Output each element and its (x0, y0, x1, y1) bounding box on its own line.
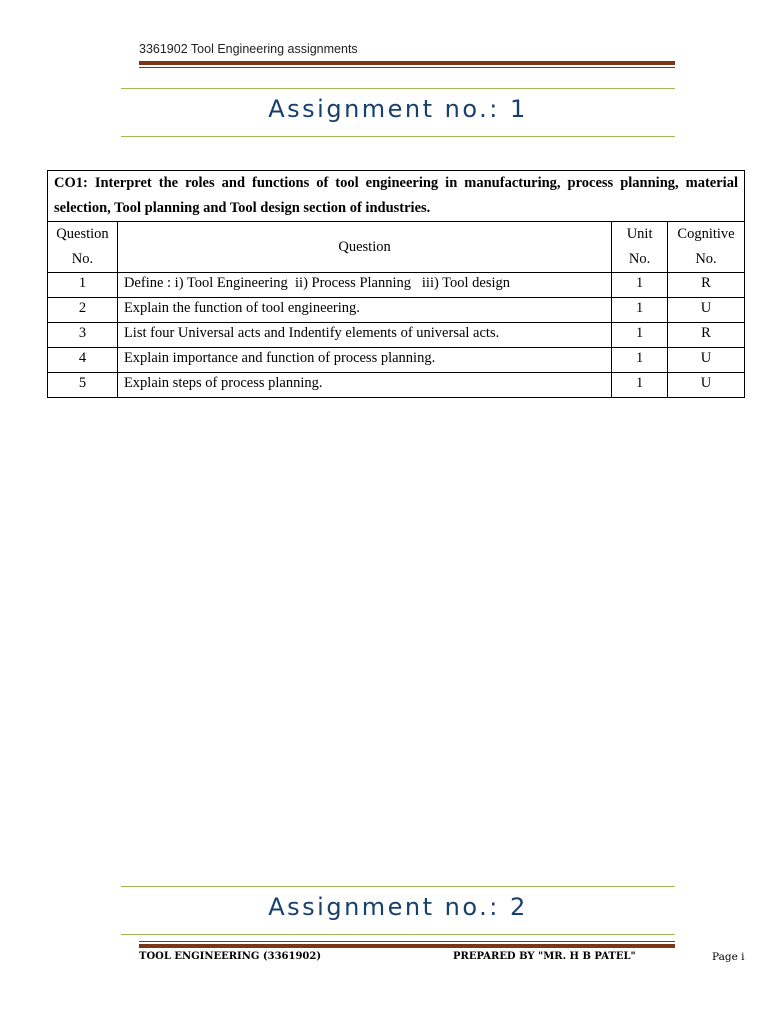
assignment-2-title: Assignment no.: 2 (268, 893, 528, 921)
question-cell: Explain the function of tool engineering. (117, 298, 611, 323)
table-row (48, 298, 745, 323)
question-no-cell: 3 (48, 323, 118, 348)
running-header: 3361902 Tool Engineering assignments (139, 42, 358, 56)
table-row (48, 273, 745, 298)
title-bottom-line (121, 136, 675, 137)
header-rule (139, 61, 675, 65)
cognitive-cell: R (668, 273, 745, 298)
table-row (48, 323, 745, 348)
header-cognitive-no-line2: No. (695, 251, 717, 267)
header-unit-no-line1: Unit (626, 226, 653, 242)
question-cell: Define : i) Tool Engineering ii) Process Planning iii) Tool design (117, 273, 611, 298)
question-no-cell: 5 (48, 373, 118, 398)
footer-rule (139, 944, 675, 948)
course-outcome: CO1: Interpret the roles and functions of tool engineering in manufacturing, process planning, material selection, Tool planning and Tool design section of industries. (48, 171, 745, 222)
title-top-line (121, 886, 675, 887)
page-number: Page i (712, 951, 745, 963)
cognitive-cell: R (668, 323, 745, 348)
header-question-no-line2: No. (71, 251, 94, 267)
cognitive-cell: U (668, 373, 745, 398)
cognitive-cell: U (668, 298, 745, 323)
assignment-1-title: Assignment no.: 1 (268, 95, 528, 123)
header-cognitive-no-line1: Cognitive (677, 226, 735, 242)
unit-cell: 1 (612, 323, 668, 348)
table-row (48, 348, 745, 373)
unit-cell: 1 (612, 373, 668, 398)
header-question-no-line1: Question (56, 226, 109, 242)
footer-rule-thin (139, 941, 675, 942)
title-top-line (121, 88, 675, 89)
question-cell: Explain steps of process planning. (117, 373, 611, 398)
question-no-cell: 2 (48, 298, 118, 323)
footer-course: TOOL ENGINEERING (3361902) (139, 951, 322, 962)
question-no-cell: 4 (48, 348, 118, 373)
header-unit-no-line2: No. (628, 251, 651, 267)
unit-cell: 1 (612, 273, 668, 298)
footer-author: PREPARED BY "MR. H B PATEL" (453, 951, 636, 962)
header-cognitive-no (668, 222, 745, 273)
cognitive-cell: U (668, 348, 745, 373)
unit-cell: 1 (612, 348, 668, 373)
question-table (47, 170, 745, 398)
question-cell: List four Universal acts and Indentify elements of universal acts. (117, 323, 611, 348)
question-no-cell: 1 (48, 273, 118, 298)
header-rule-thin (139, 67, 675, 68)
header-question: Question (117, 222, 611, 273)
unit-cell: 1 (612, 298, 668, 323)
table-row (48, 373, 745, 398)
question-cell: Explain importance and function of process planning. (117, 348, 611, 373)
header-question-no (48, 222, 118, 273)
header-unit-no (612, 222, 668, 273)
title-bottom-line (121, 934, 675, 935)
